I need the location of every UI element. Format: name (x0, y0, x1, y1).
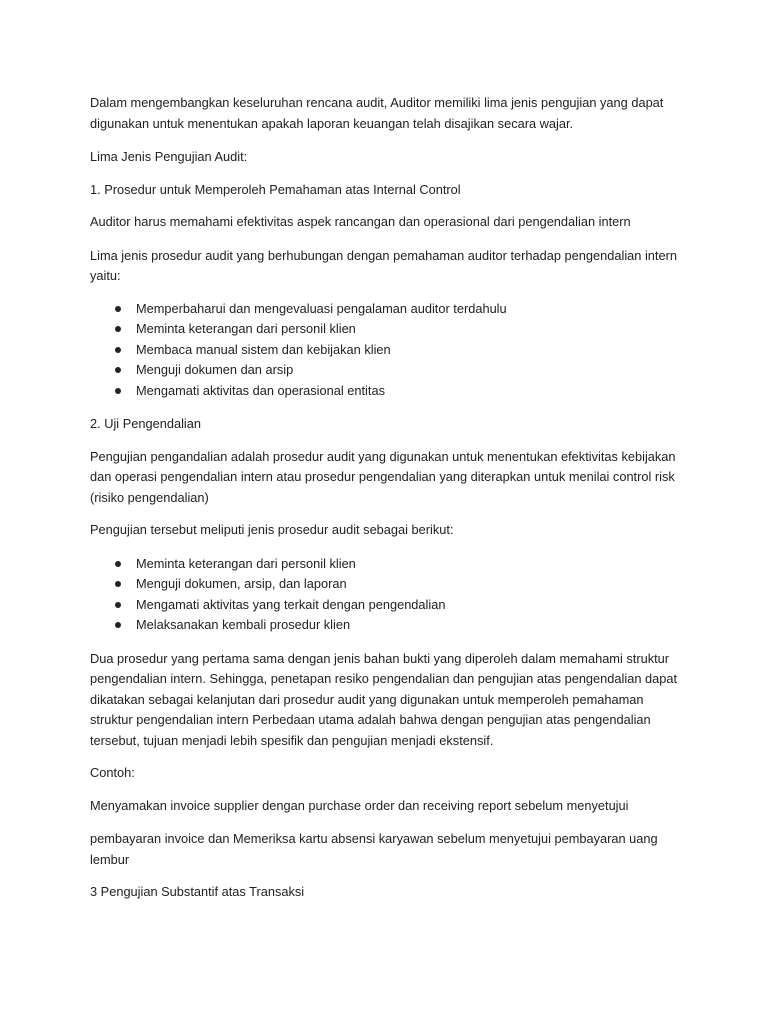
section1-paragraph-2: Lima jenis prosedur audit yang berhubungan dengan pemahaman auditor terhadap pengendalian intern yaitu: (90, 247, 677, 283)
list-item (90, 319, 678, 340)
list-item-text: Meminta keterangan dari personil klien (136, 555, 356, 571)
bullet-icon (115, 602, 121, 608)
list-item-text: Meminta keterangan dari personil klien (136, 321, 356, 336)
list-item-text: Menguji dokumen dan arsip (136, 362, 294, 377)
section2-heading: 2. Uji Pengendalian (90, 416, 201, 431)
list-item (90, 340, 678, 361)
list-item (90, 615, 678, 636)
section3-heading: 3 Pengujian Substantif atas Transaksi (90, 884, 305, 899)
bullet-icon (115, 306, 121, 312)
bullet-icon (115, 347, 121, 353)
intro-paragraph: Dalam mengembangkan keseluruhan rencana audit, Auditor memiliki lima jenis pengujian yang dapat digunakan untuk menentukan apakah laporan keuangan telah disajikan secara wajar. (90, 95, 664, 131)
bullet-icon (115, 561, 121, 567)
list-item-text: Mengamati aktivitas dan operasional entitas (136, 382, 385, 398)
bullet-icon (115, 388, 121, 394)
section1-bullet-list (90, 299, 678, 402)
list-item-text: Memperbaharui dan mengevaluasi pengalaman auditor terdahulu (136, 300, 507, 316)
bullet-icon (115, 622, 121, 628)
section2-paragraph-2: Pengujian tersebut meliputi jenis prosedur audit sebagai berikut: (90, 522, 454, 537)
list-item (90, 554, 678, 575)
contoh-paragraph-1: Menyamakan invoice supplier dengan purchase order dan receiving report sebelum menyetujui (90, 797, 629, 813)
list-item-text: Menguji dokumen, arsip, dan laporan (136, 576, 347, 591)
contoh-label: Contoh: (90, 765, 135, 780)
section2-paragraph-1: Pengujian pengandalian adalah prosedur audit yang digunakan untuk menentukan efektivitas kebijakan dan operasi pengendalian intern atau prosedur pengendalian yang diterapkan untuk menilai control risk (risiko pengendalian) (90, 448, 676, 505)
list-item (90, 360, 678, 381)
list-item (90, 299, 678, 320)
section1-paragraph-1: Auditor harus memahami efektivitas aspek rancangan dan operasional dari pengendalian intern (90, 214, 631, 229)
section1-heading: 1. Prosedur untuk Memperoleh Pemahaman atas Internal Control (90, 181, 461, 197)
bullet-icon (115, 581, 121, 587)
bullet-icon (115, 326, 121, 332)
bullet-icon (115, 367, 121, 373)
contoh-paragraph-2: pembayaran invoice dan Memeriksa kartu absensi karyawan sebelum menyetujui pembayaran uang lembur (90, 831, 658, 867)
section2-bullet-list (90, 554, 678, 636)
section2-paragraph-3: Dua prosedur yang pertama sama dengan jenis bahan bukti yang diperoleh dalam memahami struktur pengendalian intern. Sehingga, penetapan resiko pengendalian dan pengujian atas pengendalian dapat dikatakan sebagai kelanjutan dari prosedur audit yang digunakan untuk memperoleh pemahaman struktur pengendalian intern Perbedaan utama adalah bahwa dengan pengujian atas pengendalian tersebut, tujuan menjadi lebih spesifik dan pengujian menjadi ekstensif. (90, 650, 678, 748)
heading-lima-jenis: Lima Jenis Pengujian Audit: (90, 149, 248, 164)
list-item-text: Membaca manual sistem dan kebijakan klien (136, 341, 391, 357)
list-item-text: Melaksanakan kembali prosedur klien (136, 617, 351, 632)
list-item (90, 381, 678, 402)
list-item-text: Mengamati aktivitas yang terkait dengan pengendalian (136, 596, 446, 612)
list-item (90, 574, 678, 595)
list-item (90, 595, 678, 616)
